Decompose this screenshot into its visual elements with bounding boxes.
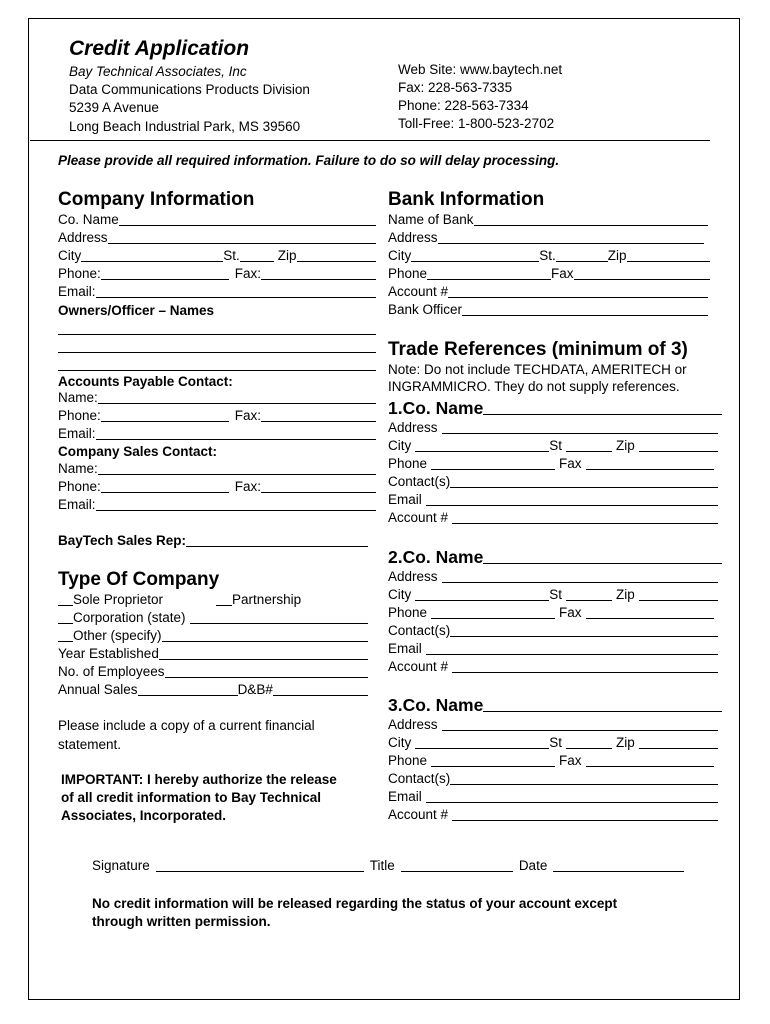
owner-line-2[interactable]	[58, 352, 376, 353]
trade-ref-st-label: St	[549, 438, 563, 453]
trade-ref-co-name[interactable]	[388, 547, 722, 567]
address-label: Address	[58, 230, 108, 245]
trade-ref-account-label: Account #	[388, 510, 449, 525]
ap-email-label: Email:	[58, 426, 96, 441]
employees-field[interactable]	[58, 664, 368, 680]
ap-name-field[interactable]	[58, 390, 376, 406]
company-city: Long Beach Industrial Park, MS 39560	[69, 119, 301, 134]
dnb-label: D&B#	[237, 682, 273, 697]
trade-ref-email[interactable]	[388, 789, 718, 805]
partnership-checkline[interactable]	[216, 593, 232, 606]
trade-ref-account-label: Account #	[388, 659, 449, 674]
bank-address-label: Address	[388, 230, 438, 245]
bank-address-field[interactable]	[388, 230, 704, 246]
trade-ref-co-name-label: 3.Co. Name	[388, 695, 484, 715]
sales-email-field[interactable]	[58, 497, 376, 513]
trade-ref-email-label: Email	[388, 492, 422, 507]
trade-ref-email[interactable]	[388, 492, 718, 508]
sales-contact-heading: Company Sales Contact:	[58, 444, 218, 459]
trade-ref-contacts-label: Contact(s)	[388, 474, 451, 489]
trade-ref-account[interactable]	[388, 659, 718, 675]
co-name-label: Co. Name	[58, 212, 119, 227]
form-title: Credit Application	[69, 37, 250, 60]
address-field[interactable]	[58, 230, 376, 246]
email-field[interactable]	[58, 284, 376, 300]
type-corporation[interactable]	[58, 610, 368, 626]
type-other[interactable]	[58, 628, 368, 644]
ap-name-label: Name:	[58, 390, 98, 405]
bank-city-st-zip-field[interactable]	[388, 248, 710, 264]
trade-ref-contacts[interactable]	[388, 474, 718, 490]
sales-rep-field[interactable]	[58, 533, 368, 549]
trade-ref-address[interactable]	[388, 420, 718, 436]
footer-line-1: No credit information will be released regarding the status of your account except	[92, 896, 618, 911]
trade-ref-zip-label: Zip	[616, 587, 635, 602]
trade-ref-fax-label: Fax	[559, 605, 582, 620]
trade-ref-address-label: Address	[388, 569, 438, 584]
trade-ref-fax-label: Fax	[559, 753, 582, 768]
header-rule	[30, 140, 710, 141]
trade-ref-city-st-zip[interactable]	[388, 587, 718, 603]
co-name-field[interactable]	[58, 212, 376, 228]
bank-account-label: Account #	[388, 284, 449, 299]
bank-city-label: City	[388, 248, 412, 263]
fax-label: Fax:	[234, 266, 262, 281]
trade-ref-phone-fax[interactable]	[388, 605, 714, 621]
trade-ref-fax-label: Fax	[559, 456, 582, 471]
signature-row[interactable]	[92, 858, 684, 874]
trade-ref-phone-label: Phone	[388, 456, 428, 471]
trade-ref-zip-label: Zip	[616, 438, 635, 453]
owners-heading: Owners/Officer – Names	[58, 303, 215, 318]
partnership-label: Partnership	[232, 592, 302, 607]
sales-email-label: Email:	[58, 497, 96, 512]
website	[398, 61, 562, 78]
owner-line-1[interactable]	[58, 334, 376, 335]
sales-rep-label: BayTech Sales Rep:	[58, 533, 187, 548]
year-established-field[interactable]	[58, 646, 368, 662]
st-label: St.	[223, 248, 240, 263]
type-of-company-heading: Type Of Company	[58, 569, 220, 590]
employees-label: No. of Employees	[58, 664, 165, 679]
sole-checkline[interactable]	[58, 593, 73, 606]
bank-fax-label: Fax	[551, 266, 574, 281]
trade-ref-contacts-label: Contact(s)	[388, 623, 451, 638]
bank-st-label: St.	[539, 248, 556, 263]
sales-fax-label: Fax:	[234, 479, 262, 494]
tollfree-number: Toll-Free: 1-800-523-2702	[398, 116, 555, 131]
sole-label: Sole Proprietor	[73, 592, 164, 607]
trade-ref-phone-label: Phone	[388, 605, 428, 620]
trade-ref-address[interactable]	[388, 569, 718, 585]
other-label: Other (specify)	[73, 628, 162, 643]
bank-phone-fax-field[interactable]	[388, 266, 710, 282]
trade-ref-email-label: Email	[388, 789, 422, 804]
company-street: 5239 A Avenue	[69, 100, 159, 115]
trade-ref-contacts[interactable]	[388, 623, 718, 639]
ap-email-field[interactable]	[58, 426, 376, 442]
phone-number: Phone: 228-563-7334	[398, 98, 529, 113]
trade-ref-st-label: St	[549, 587, 563, 602]
notice: Please provide all required information. Failure to do so will delay processing.	[58, 153, 560, 168]
fax-number: Fax: 228-563-7335	[398, 80, 513, 95]
trade-ref-contacts[interactable]	[388, 771, 718, 787]
trade-ref-contacts-label: Contact(s)	[388, 771, 451, 786]
city-st-zip-field[interactable]	[58, 248, 376, 264]
trade-ref-co-name-label: 2.Co. Name	[388, 547, 484, 567]
trade-ref-city-label: City	[388, 587, 412, 602]
trade-ref-phone-fax[interactable]	[388, 456, 714, 472]
trade-ref-co-name[interactable]	[388, 695, 722, 715]
trade-ref-address[interactable]	[388, 717, 718, 733]
date-label: Date	[518, 858, 548, 873]
ap-contact-heading: Accounts Payable Contact:	[58, 374, 233, 389]
financial-note-line-2: statement.	[58, 737, 122, 752]
bank-zip-label: Zip	[607, 248, 627, 263]
trade-ref-address-label: Address	[388, 420, 438, 435]
footer-line-2: through written permission.	[92, 914, 271, 929]
company-division: Data Communications Products Division	[69, 82, 310, 97]
important-line-3: Associates, Incorporated.	[61, 808, 227, 823]
date-line[interactable]	[553, 859, 684, 872]
trade-ref-email[interactable]	[388, 641, 718, 657]
ap-phone-label: Phone:	[58, 408, 101, 423]
trade-ref-account-label: Account #	[388, 807, 449, 822]
signature-label: Signature	[92, 858, 150, 873]
trade-ref-phone-label: Phone	[388, 753, 428, 768]
city-label: City	[58, 248, 82, 263]
year-label: Year Established	[58, 646, 159, 661]
title-line[interactable]	[401, 859, 513, 872]
website-text: Web Site: www.baytech.net	[398, 62, 563, 77]
title-label: Title	[369, 858, 395, 873]
sales-name-label: Name:	[58, 461, 98, 476]
bank-account-field[interactable]	[388, 284, 708, 300]
bank-name-label: Name of Bank	[388, 212, 474, 227]
signature-line[interactable]	[156, 859, 364, 872]
trade-ref-st-label: St	[549, 735, 563, 750]
ap-phone-fax-field[interactable]	[58, 408, 376, 424]
trade-note-line-1: Note: Do not include TECHDATA, AMERITECH or	[388, 362, 687, 377]
trade-references-heading: Trade References (minimum of 3)	[388, 339, 688, 360]
corporation-label: Corporation (state)	[73, 610, 186, 625]
bank-name-field[interactable]	[388, 212, 708, 228]
type-sole-partnership[interactable]	[58, 592, 358, 608]
zip-label: Zip	[277, 248, 297, 263]
trade-ref-co-name-label: 1.Co. Name	[388, 398, 484, 418]
trade-ref-account[interactable]	[388, 807, 718, 823]
trade-ref-phone-fax[interactable]	[388, 753, 714, 769]
trade-ref-co-name[interactable]	[388, 398, 722, 418]
owner-line-3[interactable]	[58, 370, 376, 371]
trade-ref-email-label: Email	[388, 641, 422, 656]
trade-ref-address-label: Address	[388, 717, 438, 732]
trade-ref-city-label: City	[388, 438, 412, 453]
trade-ref-zip-label: Zip	[616, 735, 635, 750]
trade-note-line-2: INGRAMMICRO. They do not supply references.	[388, 379, 680, 394]
bank-info-heading: Bank Information	[388, 189, 545, 210]
sales-phone-fax-field[interactable]	[58, 479, 376, 495]
important-line-2: of all credit information to Bay Technical	[61, 790, 322, 805]
ap-fax-label: Fax:	[234, 408, 262, 423]
sales-phone-label: Phone:	[58, 479, 101, 494]
trade-ref-city-st-zip[interactable]	[388, 438, 718, 454]
important-line-1: IMPORTANT: I hereby authorize the release	[61, 772, 337, 787]
annual-sales-label: Annual Sales	[58, 682, 138, 697]
phone-fax-field[interactable]	[58, 266, 376, 282]
company-name: Bay Technical Associates, Inc	[69, 64, 247, 79]
bank-officer-field[interactable]	[388, 302, 708, 318]
phone-label: Phone:	[58, 266, 101, 281]
bank-phone-label: Phone	[388, 266, 428, 281]
annual-sales-field[interactable]	[58, 682, 368, 698]
trade-ref-account[interactable]	[388, 510, 718, 526]
bank-officer-label: Bank Officer	[388, 302, 463, 317]
company-info-heading: Company Information	[58, 189, 255, 210]
trade-ref-city-label: City	[388, 735, 412, 750]
financial-note-line-1: Please include a copy of a current financial	[58, 718, 315, 733]
email-label: Email:	[58, 284, 96, 299]
sales-name-field[interactable]	[58, 461, 376, 477]
trade-ref-city-st-zip[interactable]	[388, 735, 718, 751]
